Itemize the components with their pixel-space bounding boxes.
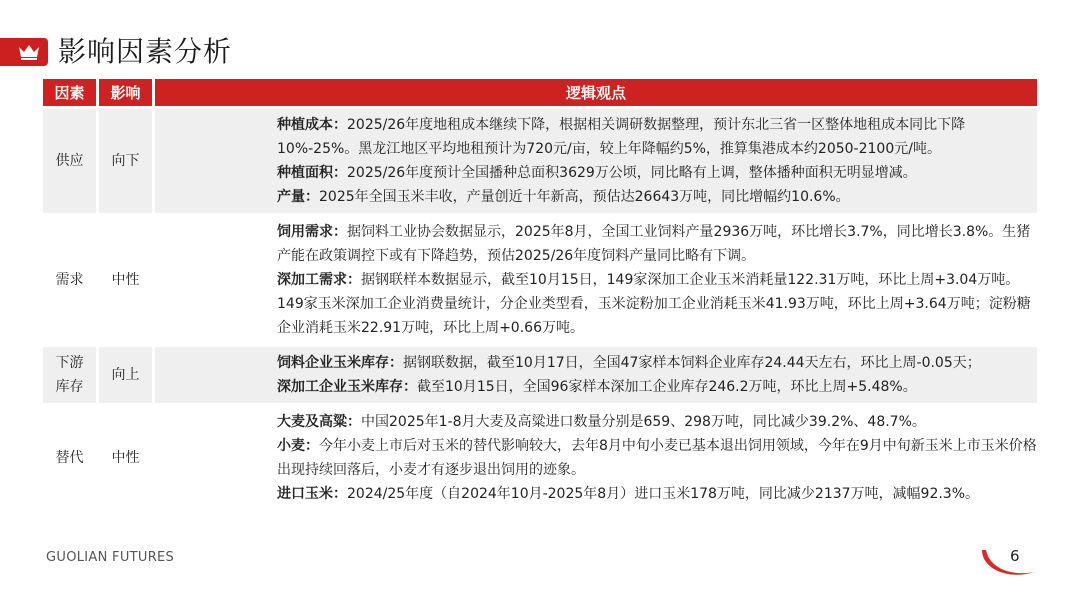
logic-cell [155,344,1037,403]
factor-table [43,79,1037,510]
logic-cell [155,213,1037,344]
header-impact: 影响 [99,79,155,106]
table-row [43,106,1037,213]
logic-line: 种植成本：2025/26年度地租成本继续下降，根据相关调研数据整理，预计东北三省一区整体地租成本同比下降10%-25%。黑龙江地区平均地租预计为720元/亩，较上年降幅约5%，推算集港成本约2050-2100元/吨。 [277,117,966,157]
factor-cell: 替代 [43,403,99,510]
table-header-row [43,79,1037,106]
brand-logo [0,38,48,66]
table-row [43,213,1037,344]
page-swoosh-icon [976,548,1036,580]
crown-icon [18,43,40,61]
logic-line: 产量：2025年全国玉米丰收，产量创近十年新高，预估达26643万吨，同比增幅约10.6%。 [277,189,850,205]
logic-line: 种植面积：2025/26年度预计全国播种总面积3629万公顷，同比略有上调，整体播种面积无明显增减。 [277,165,917,181]
factor-cell: 需求 [43,213,99,344]
logic-line: 大麦及高粱：中国2025年1-8月大麦及高粱进口数量分别是659、298万吨，同比减少39.2%、48.7%。 [277,414,926,430]
logic-line: 深加工需求：据钢联样本数据显示，截至10月15日，149家深加工企业玉米消耗量122.31万吨，环比上周+3.04万吨。149家玉米深加工企业消费量统计，分企业类型看，玉米淀粉加工企业消耗玉米41.93万吨，环比上周+3.64万吨；淀粉糖企业消耗玉米22.91万吨，环比上周+0.66万吨。 [277,272,1031,336]
page-number: 6 [1010,547,1020,565]
logic-cell [155,106,1037,213]
factor-cell: 供应 [43,106,99,213]
table-row [43,403,1037,510]
page-title: 影响因素分析 [58,35,233,68]
impact-cell: 中性 [99,213,155,344]
logic-line: 进口玉米：2024/25年度（自2024年10月-2025年8月）进口玉米178万吨，同比减少2137万吨，减幅92.3%。 [277,486,980,502]
logic-line: 饲料企业玉米库存：据钢联数据，截至10月17日，全国47家样本饲料企业库存24.44天左右，环比上周-0.05天； [277,355,981,371]
impact-cell: 向上 [99,344,155,403]
header-factor: 因素 [43,79,99,106]
header-logic: 逻辑观点 [155,79,1037,106]
logic-line: 深加工企业玉米库存：截至10月15日，全国96家样本深加工企业库存246.2万吨，环比上周+5.48%。 [277,379,917,395]
factor-cell: 下游 库存 [43,344,99,403]
impact-cell: 中性 [99,403,155,510]
table-row [43,344,1037,403]
footer-brand: GUOLIAN FUTURES [46,550,175,565]
logic-line: 饲用需求：据饲料工业协会数据显示，2025年8月，全国工业饲料产量2936万吨，环比增长3.7%，同比增长3.8%。生猪产能在政策调控下或有下降趋势，预估2025/26年度饲料产量同比略有下调。 [277,224,1031,264]
logic-cell [155,403,1037,510]
impact-cell: 向下 [99,106,155,213]
logic-line: 小麦：今年小麦上市后对玉米的替代影响较大，去年8月中旬小麦已基本退出饲用领域，今年在9月中旬新玉米上市玉米价格出现持续回落后，小麦才有逐步退出饲用的迹象。 [277,438,1037,478]
